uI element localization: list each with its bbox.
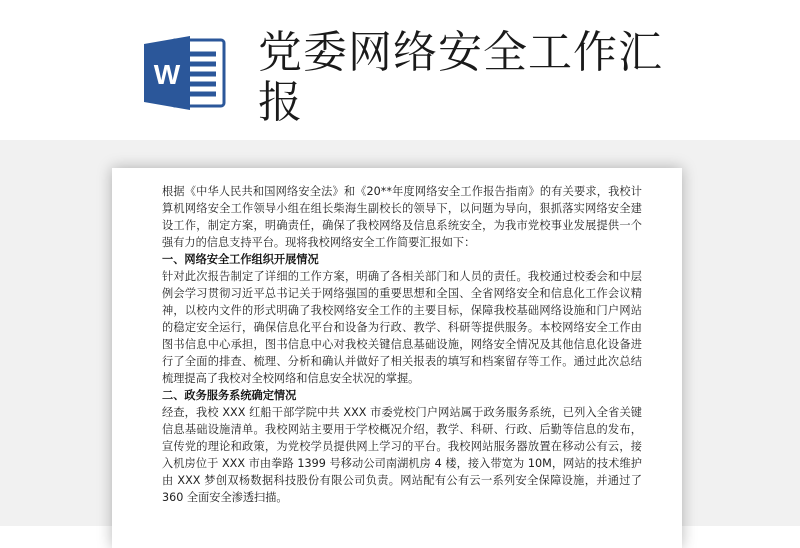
intro-paragraph: 根据《中华人民共和国网络安全法》和《20**年度网络安全工作报告指南》的有关要求，我校计算机网络安全工作领导小组在组长柴海生副校长的领导下，以问题为导向，狠抓落实网络安全建设工作，制定方案，明确责任，确保了我校网络及信息系统安全，为我市党校事业发展提供一个强有力的信息支持平台。现将我校网络安全工作简要汇报如下： <box>162 185 642 249</box>
word-icon-letter: W <box>153 59 181 90</box>
document-page <box>112 168 682 548</box>
document-body <box>162 183 642 506</box>
section1-paragraph: 针对此次报告制定了详细的工作方案，明确了各相关部门和人员的责任。我校通过校委会和中层例会学习贯彻习近平总书记关于网络强国的重要思想和全国、全省网络安全和信息化工作会议精神，以校内文件的形式明确了我校网络安全工作的主要目标，保障我校基础网络设施和门户网站的稳定安全运行，确保信息化平台和设备为行政、教学、科研等提供服务。本校网络安全工作由图书信息中心承担，图书信息中心对我校关键信息基础设施，网络安全情况及其他信息化设备进行了全面的排查、梳理、分析和确认并做好了相关报表的填写和档案留存等工作。通过此次总结梳理提高了我校对全校网络和信息安全状况的掌握。 <box>162 270 642 385</box>
word-icon <box>142 34 228 112</box>
page-title <box>258 28 728 128</box>
section2-paragraph: 经查，我校 XXX 红船干部学院中共 XXX 市委党校门户网站属于政务服务系统，已列入全省关键信息基础设施清单。我校网站主要用于学校概况介绍，教学、科研、行政、后勤等信息的发布，宣传党的理论和政策，为党校学员提供网上学习的平台。我校网站服务器放置在移动公有云，接入机房位于 XXX 市由拳路 1399 号移动公司南湖机房 4 楼，接入带宽为 10M，网站的技术维护由 XXX 梦创双杨数据科技股份有限公司负责。网站配有公有云一系列安全保障设施，并通过了 360 全面安全渗透扫描。 <box>162 406 642 504</box>
page-title-line1: 党委网络安全工作汇 <box>258 27 663 78</box>
section2-heading: 二、政务服务系统确定情况 <box>162 389 297 402</box>
section1-heading: 一、网络安全工作组织开展情况 <box>162 253 319 266</box>
page-title-line2: 报 <box>258 77 303 128</box>
